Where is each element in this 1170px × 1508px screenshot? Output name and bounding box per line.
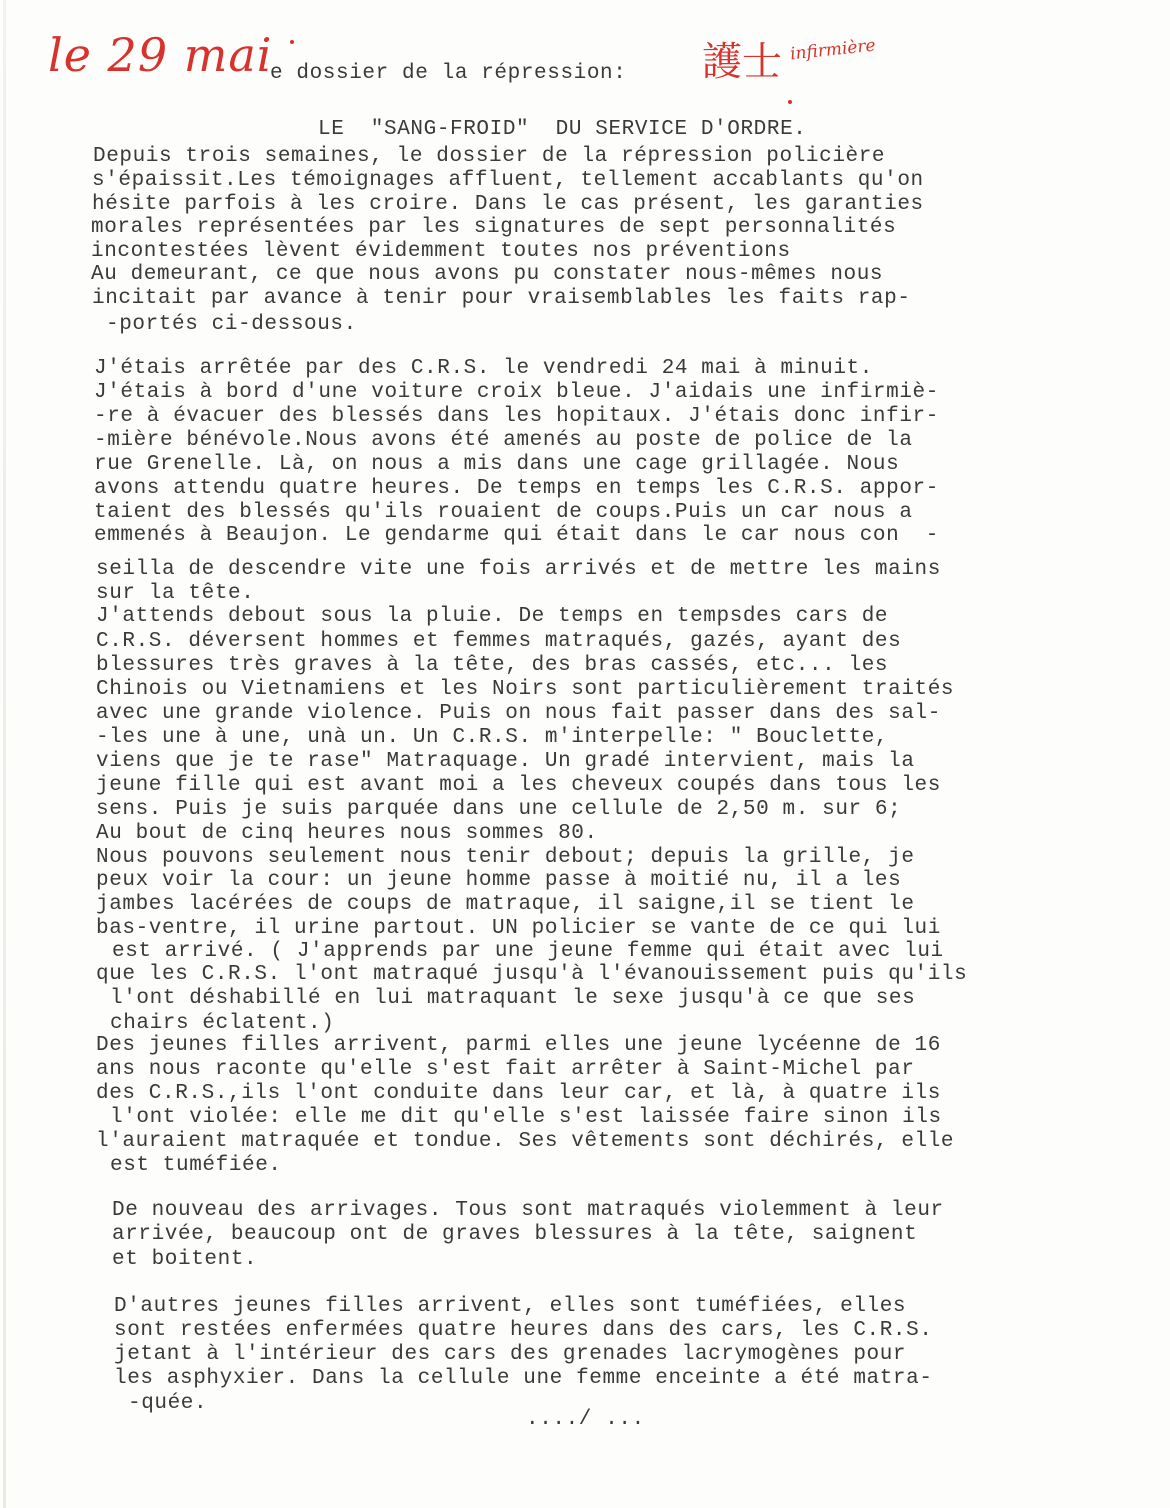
body-line: Nous pouvons seulement nous tenir debout; depuis la grille, je xyxy=(96,846,915,869)
red-ink-dot xyxy=(290,40,294,44)
body-line: hésite parfois à les croire. Dans le cas présent, les garanties xyxy=(92,193,924,216)
body-line: incitait par avance à tenir pour vraisemblables les faits rap- xyxy=(92,287,911,310)
handwritten-date: le 29 mai xyxy=(48,28,273,82)
body-line: sur la tête. xyxy=(96,582,255,605)
body-line: D'autres jeunes filles arrivent, elles sont tuméfiées, elles xyxy=(114,1295,907,1318)
body-line: bas-ventre, il urine partout. UN policier se vante de ce qui lui xyxy=(96,917,941,940)
body-line: C.R.S. déversent hommes et femmes matraqués, gazés, ayant des xyxy=(96,630,902,653)
body-line: J'attends debout sous la pluie. De temps en tempsdes cars de xyxy=(96,605,889,628)
body-line: blessures très graves à la tête, des bras cassés, etc... les xyxy=(96,654,889,677)
body-line: Au demeurant, ce que nous avons pu constater nous-mêmes nous xyxy=(91,263,884,286)
body-line: -mière bénévole.Nous avons été amenés au poste de police de la xyxy=(94,429,913,452)
heading-fragment: e dossier de la répression: xyxy=(270,62,627,85)
body-line: morales représentées par les signatures de sept personnalités xyxy=(91,216,897,239)
body-line: De nouveau des arrivages. Tous sont matraqués violemment à leur xyxy=(112,1199,944,1222)
body-line: -les une à une, unà un. Un C.R.S. m'interpelle: " Bouclette, xyxy=(96,726,889,749)
handwritten-role-note: infirmière xyxy=(789,35,877,65)
body-line: avons attendu quatre heures. De temps en temps les C.R.S. appor- xyxy=(94,477,939,500)
body-line: ans nous raconte qu'elle s'est fait arrêter à Saint-Michel par xyxy=(96,1058,915,1081)
body-line: que les C.R.S. l'ont matraqué jusqu'à l'évanouissement puis qu'ils xyxy=(96,963,968,986)
body-line: l'ont déshabillé en lui matraquant le sexe jusqu'à ce que ses xyxy=(110,987,916,1010)
body-line: peux voir la cour: un jeune homme passe à moitié nu, il a les xyxy=(96,869,902,892)
body-line: -quée. xyxy=(128,1392,208,1415)
body-line: Au bout de cinq heures nous sommes 80. xyxy=(96,822,598,845)
body-line: Des jeunes filles arrivent, parmi elles une jeune lycéenne de 16 xyxy=(96,1034,941,1057)
body-line: arrivée, beaucoup ont de graves blessures à la tête, saignent xyxy=(112,1223,918,1246)
body-line: et boitent. xyxy=(112,1248,258,1271)
body-line: viens que je te rase" Matraquage. Un gradé intervient, mais la xyxy=(96,750,915,773)
handwritten-chinese-note: 護士 xyxy=(702,39,782,85)
body-line: est tuméfiée. xyxy=(110,1154,282,1177)
body-line: taient des blessés qu'ils rouaient de coups.Puis un car nous a xyxy=(94,501,913,524)
body-line: rue Grenelle. Là, on nous a mis dans une cage grillagée. Nous xyxy=(94,453,900,476)
body-line: des C.R.S.,ils l'ont conduite dans leur car, et là, à quatre ils xyxy=(96,1082,941,1105)
red-ink-dot xyxy=(788,100,792,104)
body-line: sens. Puis je suis parquée dans une cellule de 2,50 m. sur 6; xyxy=(96,798,902,821)
body-line: avec une grande violence. Puis on nous fait passer dans des sal- xyxy=(96,702,941,725)
body-line: les asphyxier. Dans la cellule une femme enceinte a été matra- xyxy=(114,1367,933,1390)
body-line: J'étais à bord d'une voiture croix bleue. J'aidais une infirmiè- xyxy=(94,381,939,404)
body-line: chairs éclatent.) xyxy=(110,1012,335,1035)
body-line: l'ont violée: elle me dit qu'elle s'est laissée faire sinon ils xyxy=(110,1106,942,1129)
body-line: sont restées enfermées quatre heures dans des cars, les C.R.S. xyxy=(114,1319,933,1342)
body-line: seilla de descendre vite une fois arrivés et de mettre les mains xyxy=(96,558,941,581)
body-line: -portés ci-dessous. xyxy=(106,313,357,336)
body-line: incontestées lèvent évidemment toutes nos préventions xyxy=(91,240,791,263)
body-line: jambes lacérées de coups de matraque, il saigne,il se tient le xyxy=(96,893,915,916)
body-line: l'auraient matraquée et tondue. Ses vêtements sont déchirés, elle xyxy=(96,1130,955,1153)
body-line: emmenés à Beaujon. Le gendarme qui était dans le car nous con - xyxy=(94,524,939,547)
continuation-mark: ..../ ... xyxy=(526,1408,645,1431)
body-line: jetant à l'intérieur des cars des grenades lacrymogènes pour xyxy=(114,1343,907,1366)
body-line: J'étais arrêtée par des C.R.S. le vendredi 24 mai à minuit. xyxy=(94,357,873,380)
body-line: est arrivé. ( J'apprends par une jeune femme qui était avec lui xyxy=(112,940,944,963)
body-line: -re à évacuer des blessés dans les hopitaux. J'étais donc infir- xyxy=(94,405,939,428)
document-title: LE "SANG-FROID" DU SERVICE D'ORDRE. xyxy=(318,118,807,141)
body-line: Chinois ou Vietnamiens et les Noirs sont particulièrement traités xyxy=(96,678,955,701)
body-line: s'épaissit.Les témoignages affluent, tellement accablants qu'on xyxy=(92,169,924,192)
body-line: jeune fille qui est avant moi a les cheveux coupés dans tous les xyxy=(96,774,941,797)
body-line: Depuis trois semaines, le dossier de la répression policière xyxy=(93,145,886,168)
